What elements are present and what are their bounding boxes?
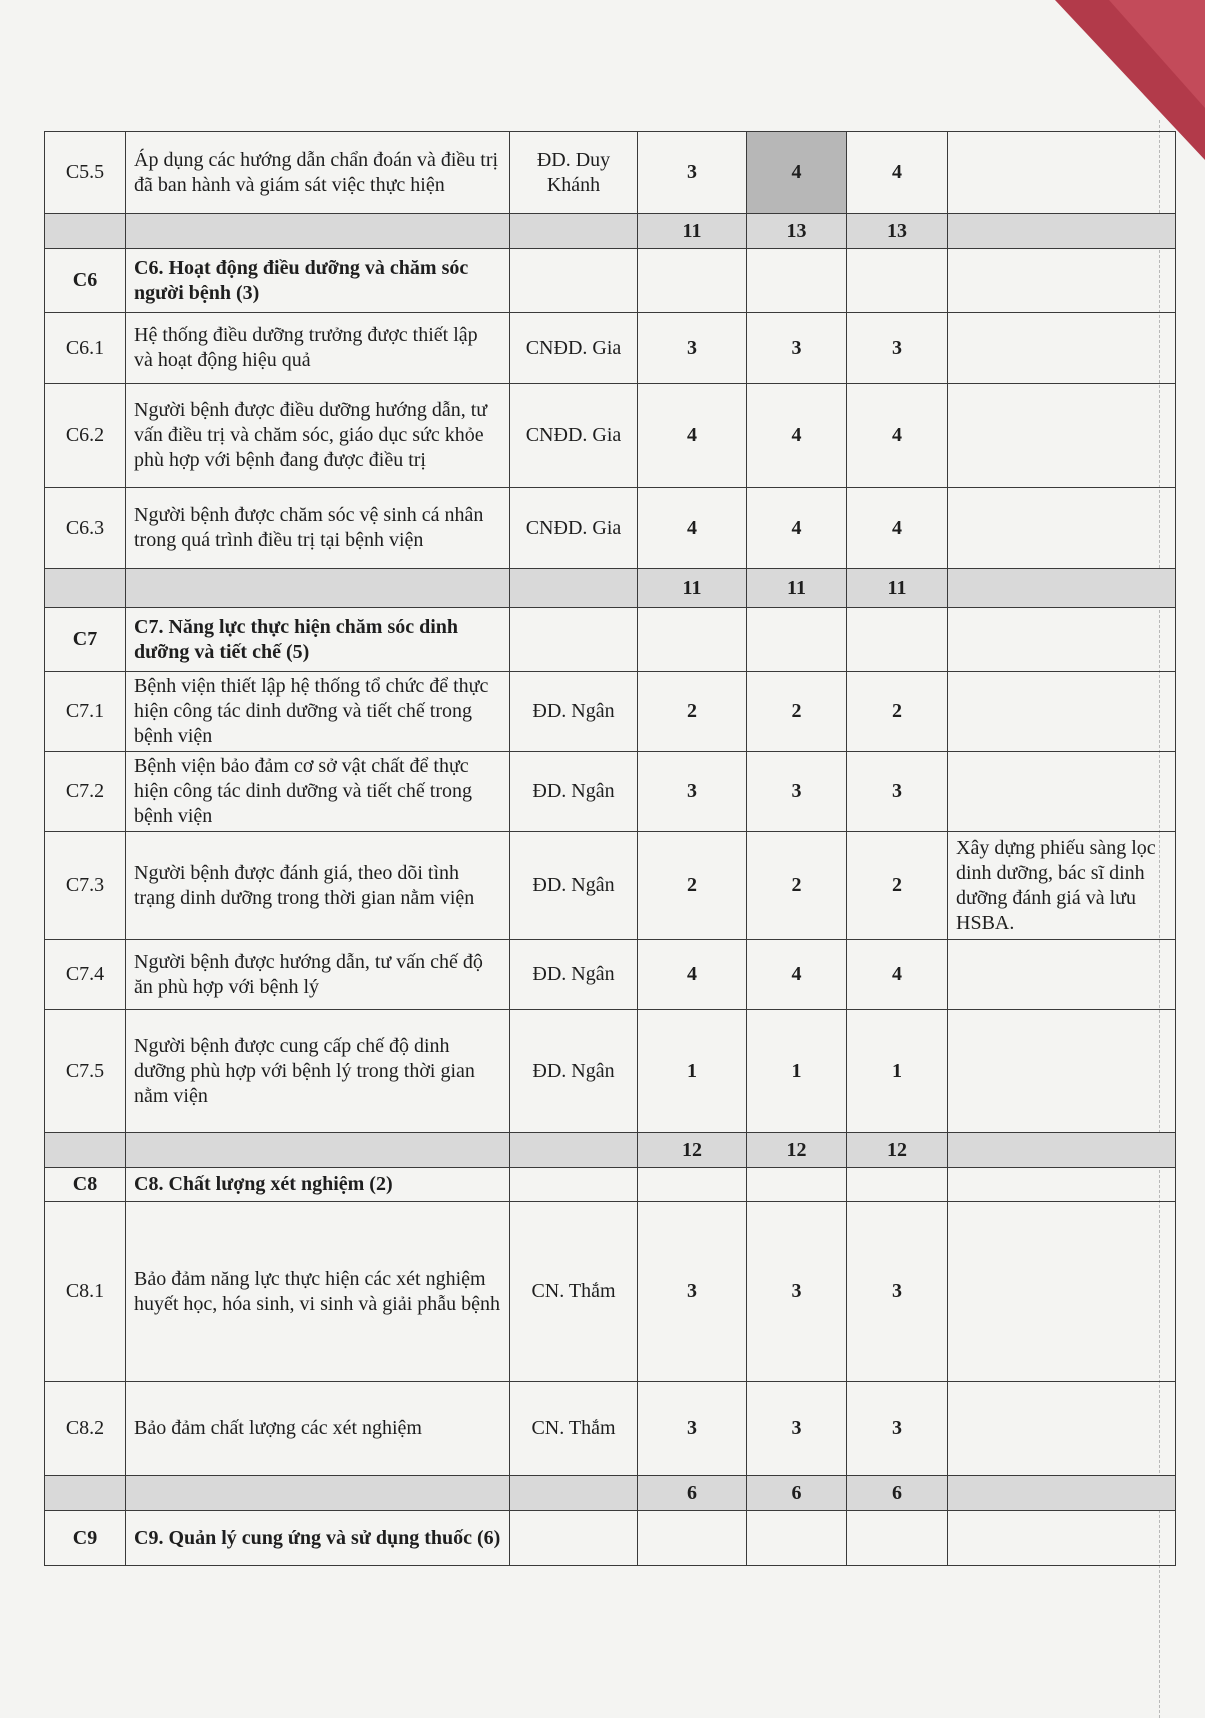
empty-cell [510,1511,638,1566]
table-row [45,488,1176,569]
score-1: 3 [638,132,747,214]
score-1: 3 [638,752,747,832]
criterion-code: C8.1 [45,1202,126,1382]
empty-cell [948,1168,1176,1202]
subtotal-score-1: 11 [638,214,747,249]
responsible-person: CN. Thắm [510,1382,638,1476]
empty-cell [948,608,1176,672]
note: Xây dựng phiếu sàng lọc dinh dưỡng, bác sĩ dinh dưỡng đánh giá và lưu HSBA. [948,832,1176,940]
score-3: 3 [847,752,948,832]
empty-cell [638,1168,747,1202]
score-1: 2 [638,832,747,940]
criterion-code: C7.5 [45,1010,126,1133]
empty-cell [638,1511,747,1566]
responsible-person: CNĐD. Gia [510,313,638,384]
subtotal-blank [45,214,126,249]
section-code: C8 [45,1168,126,1202]
score-1: 1 [638,1010,747,1133]
table-row [45,1202,1176,1382]
score-1: 4 [638,940,747,1010]
score-1: 2 [638,672,747,752]
subtotal-blank [948,1133,1176,1168]
note [948,384,1176,488]
subtotal-row [45,1476,1176,1511]
subtotal-score-1: 12 [638,1133,747,1168]
assessment-table [44,131,1176,1566]
criterion-code: C6.2 [45,384,126,488]
subtotal-score-2: 6 [747,1476,847,1511]
table-row [45,940,1176,1010]
criterion-content: Người bệnh được cung cấp chế độ dinh dưỡng phù hợp với bệnh lý trong thời gian nằm viện [126,1010,510,1133]
subtotal-blank [948,569,1176,608]
criterion-code: C7.4 [45,940,126,1010]
note [948,1010,1176,1133]
score-3: 4 [847,132,948,214]
subtotal-score-1: 6 [638,1476,747,1511]
table-row [45,672,1176,752]
criterion-content: Áp dụng các hướng dẫn chẩn đoán và điều trị đã ban hành và giám sát việc thực hiện [126,132,510,214]
table-row [45,832,1176,940]
section-title: C7. Năng lực thực hiện chăm sóc dinh dưỡng và tiết chế (5) [126,608,510,672]
score-1: 3 [638,1382,747,1476]
score-3: 4 [847,940,948,1010]
empty-cell [510,249,638,313]
score-3: 1 [847,1010,948,1133]
criterion-code: C7.1 [45,672,126,752]
table-row [45,384,1176,488]
empty-cell [847,1511,948,1566]
criterion-content: Bảo đảm năng lực thực hiện các xét nghiệm huyết học, hóa sinh, vi sinh và giải phẫu bệnh [126,1202,510,1382]
score-2: 1 [747,1010,847,1133]
section-code: C7 [45,608,126,672]
criterion-code: C7.2 [45,752,126,832]
criterion-code: C5.5 [45,132,126,214]
empty-cell [638,608,747,672]
subtotal-score-2: 12 [747,1133,847,1168]
score-2: 2 [747,672,847,752]
score-3: 3 [847,1382,948,1476]
subtotal-score-2: 13 [747,214,847,249]
subtotal-blank [126,1476,510,1511]
criterion-code: C6.1 [45,313,126,384]
section-row [45,608,1176,672]
score-3: 3 [847,313,948,384]
section-code: C9 [45,1511,126,1566]
section-title: C6. Hoạt động điều dưỡng và chăm sóc người bệnh (3) [126,249,510,313]
empty-cell [510,1168,638,1202]
empty-cell [948,1511,1176,1566]
empty-cell [747,249,847,313]
criterion-code: C6.3 [45,488,126,569]
subtotal-blank [510,569,638,608]
empty-cell [510,608,638,672]
empty-cell [747,1511,847,1566]
table-row [45,1010,1176,1133]
score-1: 4 [638,384,747,488]
responsible-person: ĐD. Ngân [510,832,638,940]
note [948,940,1176,1010]
empty-cell [847,608,948,672]
score-3: 4 [847,488,948,569]
score-2: 4 [747,488,847,569]
criterion-content: Bệnh viện thiết lập hệ thống tổ chức để thực hiện công tác dinh dưỡng và tiết chế trong bệnh viện [126,672,510,752]
score-2: 4 [747,384,847,488]
subtotal-score-3: 12 [847,1133,948,1168]
responsible-person: CNĐD. Gia [510,488,638,569]
criterion-content: Hệ thống điều dưỡng trưởng được thiết lập và hoạt động hiệu quả [126,313,510,384]
subtotal-row [45,569,1176,608]
score-2: 3 [747,1382,847,1476]
subtotal-score-2: 11 [747,569,847,608]
score-3: 4 [847,384,948,488]
responsible-person: CNĐD. Gia [510,384,638,488]
subtotal-blank [45,569,126,608]
note [948,672,1176,752]
criterion-content: Người bệnh được chăm sóc vệ sinh cá nhân trong quá trình điều trị tại bệnh viện [126,488,510,569]
subtotal-row [45,1133,1176,1168]
criterion-content: Người bệnh được điều dưỡng hướng dẫn, tư vấn điều trị và chăm sóc, giáo dục sức khỏe phù hợp với bệnh đang được điều trị [126,384,510,488]
note [948,313,1176,384]
criterion-content: Người bệnh được hướng dẫn, tư vấn chế độ ăn phù hợp với bệnh lý [126,940,510,1010]
subtotal-score-3: 11 [847,569,948,608]
subtotal-score-1: 11 [638,569,747,608]
criterion-content: Bảo đảm chất lượng các xét nghiệm [126,1382,510,1476]
subtotal-blank [510,214,638,249]
subtotal-blank [948,1476,1176,1511]
note [948,1202,1176,1382]
table-row [45,313,1176,384]
responsible-person: CN. Thắm [510,1202,638,1382]
section-title: C9. Quản lý cung ứng và sử dụng thuốc (6) [126,1511,510,1566]
subtotal-blank [510,1133,638,1168]
empty-cell [948,249,1176,313]
responsible-person: ĐD. Ngân [510,940,638,1010]
empty-cell [638,249,747,313]
subtotal-score-3: 6 [847,1476,948,1511]
criterion-code: C8.2 [45,1382,126,1476]
note [948,752,1176,832]
note [948,488,1176,569]
subtotal-blank [45,1476,126,1511]
note [948,132,1176,214]
criterion-code: C7.3 [45,832,126,940]
responsible-person: ĐD. Ngân [510,1010,638,1133]
note [948,1382,1176,1476]
score-2: 3 [747,313,847,384]
score-1: 3 [638,1202,747,1382]
criterion-content: Người bệnh được đánh giá, theo dõi tình trạng dinh dưỡng trong thời gian nằm viện [126,832,510,940]
score-3: 3 [847,1202,948,1382]
section-row [45,249,1176,313]
responsible-person: ĐD. Ngân [510,752,638,832]
score-1: 3 [638,313,747,384]
table-row [45,132,1176,214]
criterion-content: Bệnh viện bảo đảm cơ sở vật chất để thực hiện công tác dinh dưỡng và tiết chế trong bệnh viện [126,752,510,832]
section-title: C8. Chất lượng xét nghiệm (2) [126,1168,510,1202]
subtotal-row [45,214,1176,249]
responsible-person: ĐD. Ngân [510,672,638,752]
score-2: 4 [747,940,847,1010]
subtotal-blank [126,214,510,249]
subtotal-blank [45,1133,126,1168]
subtotal-blank [510,1476,638,1511]
section-row [45,1511,1176,1566]
empty-cell [847,249,948,313]
score-3: 2 [847,672,948,752]
table-row [45,752,1176,832]
subtotal-blank [126,569,510,608]
score-1: 4 [638,488,747,569]
score-2: 2 [747,832,847,940]
section-code: C6 [45,249,126,313]
page-corner-highlight [1109,0,1205,108]
responsible-person: ĐD. Duy Khánh [510,132,638,214]
subtotal-blank [126,1133,510,1168]
empty-cell [847,1168,948,1202]
subtotal-blank [948,214,1176,249]
empty-cell [747,608,847,672]
subtotal-score-3: 13 [847,214,948,249]
score-2: 3 [747,1202,847,1382]
score-3: 2 [847,832,948,940]
score-2: 4 [747,132,847,214]
table-row [45,1382,1176,1476]
empty-cell [747,1168,847,1202]
section-row [45,1168,1176,1202]
score-2: 3 [747,752,847,832]
